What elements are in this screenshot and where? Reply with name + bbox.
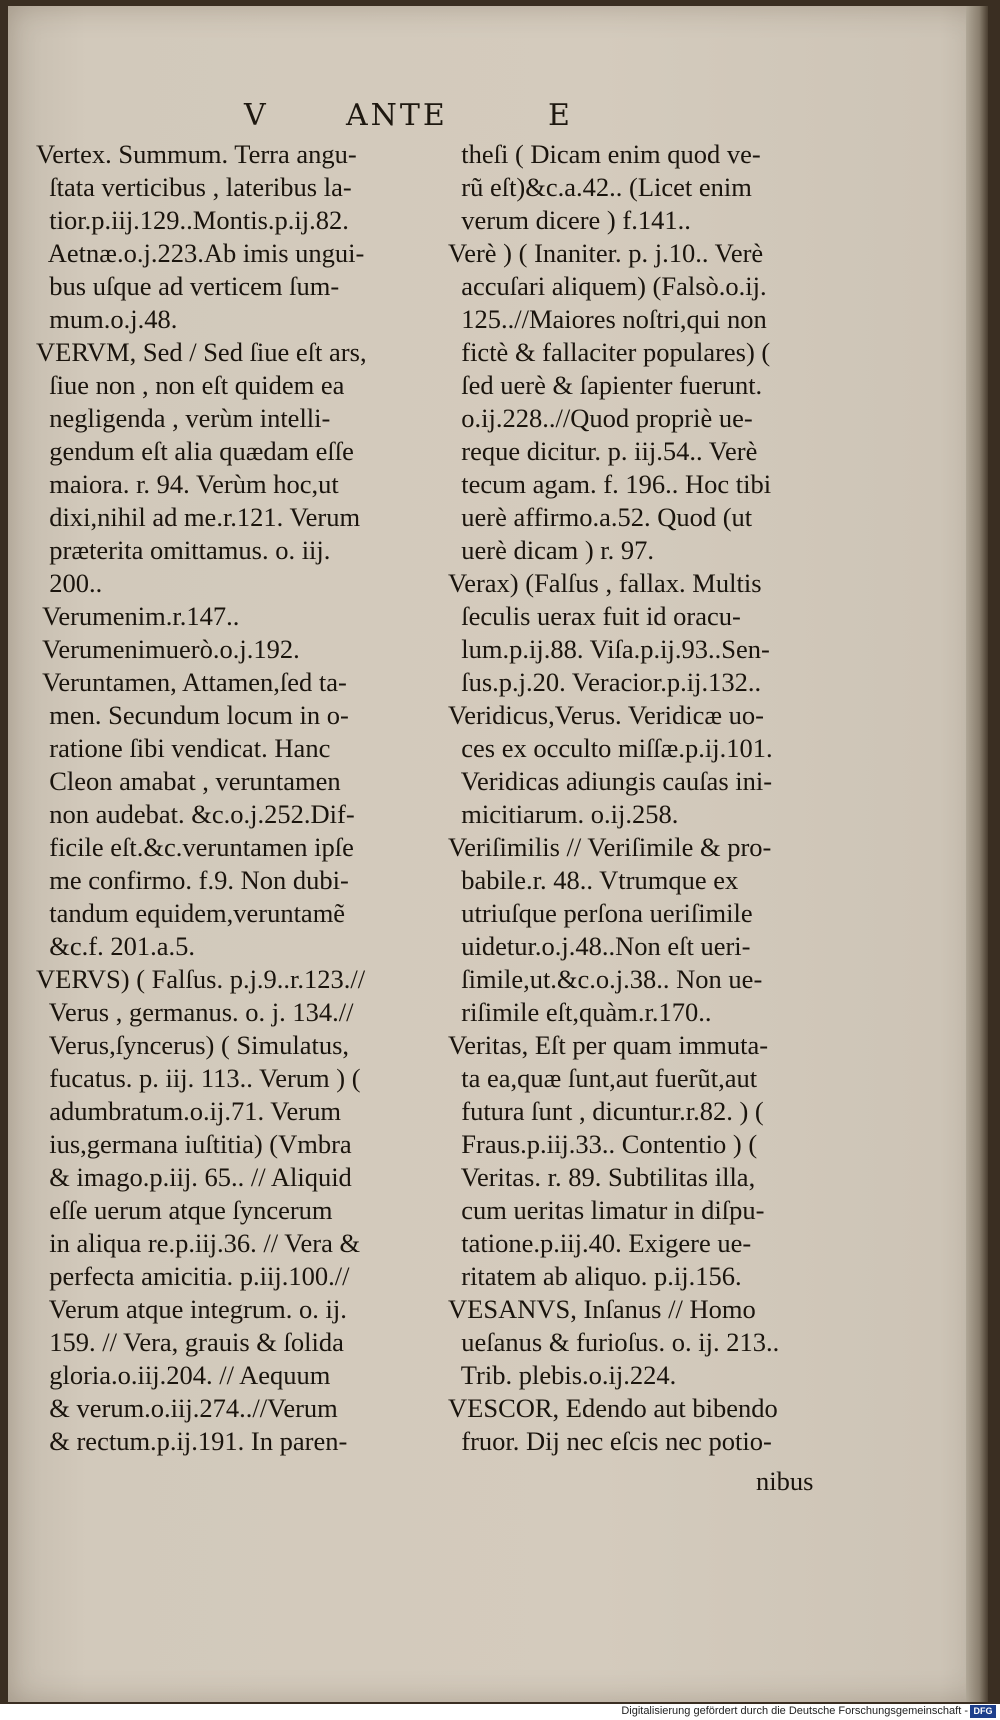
left-column-line: & verum.o.iij.274..//Verum	[36, 1393, 338, 1423]
left-column-line: me confirmo. f.9. Non dubi-	[36, 865, 349, 895]
dfg-logo: DFG	[970, 1705, 996, 1718]
right-column-line: uidetur.o.j.48..Non eſt ueri-	[448, 931, 751, 961]
left-column-line: ſtata verticibus , lateribus la-	[36, 172, 352, 202]
header-right: E	[548, 98, 573, 133]
right-column-line: utriuſque perſona ueriſimile	[448, 898, 753, 928]
digitization-footer	[0, 1704, 1000, 1720]
right-column-line: Verax) (Falſus , fallax. Multis	[448, 568, 762, 598]
left-column-line: Verus , germanus. o. j. 134.//	[36, 997, 354, 1027]
right-column-line: micitiarum. o.ij.258.	[448, 799, 679, 829]
right-column-line: Trib. plebis.o.ij.224.	[448, 1360, 677, 1390]
right-column-line: verum dicere ) f.141..	[448, 205, 691, 235]
left-column-line: eſſe uerum atque ſyncerum	[36, 1195, 333, 1225]
right-column-line: Veridicas adiungis cauſas ini-	[448, 766, 773, 796]
right-column-line: ſus.p.j.20. Veracior.p.ij.132..	[448, 667, 762, 697]
left-column-line: VERVS) ( Falſus. p.j.9..r.123.//	[36, 964, 366, 994]
right-column-line: fruor. Dij nec eſcis nec potio-	[448, 1426, 772, 1456]
left-column-line: ſiue non , non eſt quidem ea	[36, 370, 345, 400]
right-column-line: rũ eſt)&c.a.42.. (Licet enim	[448, 172, 752, 202]
header-left: V	[244, 98, 269, 133]
left-column-line: dixi,nihil ad me.r.121. Verum	[36, 502, 361, 532]
book-page	[8, 6, 988, 1702]
right-column-line: Verè ) ( Inaniter. p. j.10.. Verè	[448, 238, 764, 268]
left-column-line: Veruntamen, Attamen,ſed ta-	[36, 667, 347, 697]
right-column-line: cum ueritas limatur in diſpu-	[448, 1195, 765, 1225]
left-column-line: ratione ſibi vendicat. Hanc	[36, 733, 331, 763]
left-column-line: maiora. r. 94. Verùm hoc,ut	[36, 469, 339, 499]
left-column-line: 159. // Vera, grauis & ſolida	[36, 1327, 344, 1357]
page-gutter	[966, 6, 988, 1702]
right-column-line: Veritas, Eſt per quam immuta-	[448, 1030, 769, 1060]
left-column-line: VERVM, Sed / Sed ſiue eſt ars,	[36, 337, 367, 367]
right-column-line: VESANVS, Inſanus // Homo	[448, 1294, 756, 1324]
right-column-line: ritatem ab aliquo. p.ij.156.	[448, 1261, 742, 1291]
right-column-line: ſimile,ut.&c.o.j.38.. Non ue-	[448, 964, 763, 994]
left-column-line: gendum eſt alia quædam eſſe	[36, 436, 354, 466]
right-column-line: accuſari aliquem) (Falsò.o.ij.	[448, 271, 767, 301]
right-column-line: uerè dicam ) r. 97.	[448, 535, 655, 565]
left-column-line: Verus,ſyncerus) ( Simulatus,	[36, 1030, 350, 1060]
right-column-line: ſed uerè & ſapienter fuerunt.	[448, 370, 763, 400]
left-column-line: gloria.o.iij.204. // Aequum	[36, 1360, 331, 1390]
left-column-line: perfecta amicitia. p.iij.100.//	[36, 1261, 350, 1291]
right-column	[448, 138, 868, 1458]
left-column-line: præterita omittamus. o. iij.	[36, 535, 331, 565]
right-column-line: uerè affirmo.a.52. Quod (ut	[448, 502, 753, 532]
right-column-line: futura ſunt , dicuntur.r.82. ) (	[448, 1096, 764, 1126]
right-column-line: tecum agam. f. 196.. Hoc tibi	[448, 469, 772, 499]
right-column-line: ueſanus & furioſus. o. ij. 213..	[448, 1327, 780, 1357]
left-column-line: Cleon amabat , veruntamen	[36, 766, 341, 796]
left-column-line: men. Secundum locum in o-	[36, 700, 349, 730]
header-center: ANTE	[346, 98, 448, 133]
right-column-line: tatione.p.iij.40. Exigere ue-	[448, 1228, 752, 1258]
footer-text: Digitalisierung gefördert durch die Deutsche Forschungsgemeinschaft -	[621, 1705, 968, 1717]
right-column-line: babile.r. 48.. Vtrumque ex	[448, 865, 739, 895]
left-column-line: tandum equidem,veruntamẽ	[36, 898, 346, 928]
right-column-line: ces ex occulto miſſæ.p.ij.101.	[448, 733, 773, 763]
right-column-line: fictè & fallaciter populares) (	[448, 337, 771, 367]
right-column-line: Fraus.p.iij.33.. Contentio ) (	[448, 1129, 758, 1159]
left-column-line: &c.f. 201.a.5.	[36, 931, 195, 961]
left-column	[36, 138, 456, 1458]
left-column-line: Verumenim.r.147..	[36, 601, 240, 631]
left-column-line: 200..	[36, 568, 103, 598]
left-column-line: Verumenimuerò.o.j.192.	[36, 634, 300, 664]
left-column-line: Vertex. Summum. Terra angu-	[36, 139, 357, 169]
left-column-line: fucatus. p. iij. 113.. Verum ) (	[36, 1063, 361, 1093]
right-column-line: Veritas. r. 89. Subtilitas illa,	[448, 1162, 756, 1192]
left-column-line: non audebat. &c.o.j.252.Dif-	[36, 799, 355, 829]
right-column-line: Veridicus,Verus. Veridicæ uo-	[448, 700, 764, 730]
left-column-line: in aliqua re.p.iij.36. // Vera &	[36, 1228, 361, 1258]
right-column-line: ſeculis uerax fuit id oracu-	[448, 601, 741, 631]
running-header	[8, 98, 988, 138]
left-column-line: bus uſque ad verticem ſum-	[36, 271, 340, 301]
right-column-line: ta ea,quæ ſunt,aut fuerũt,aut	[448, 1063, 758, 1093]
catchword: nibus	[756, 1466, 814, 1496]
right-column-line: Veriſimilis // Veriſimile & pro-	[448, 832, 772, 862]
right-column-line: 125..//Maiores noſtri,qui non	[448, 304, 767, 334]
right-column-line: riſimile eſt,quàm.r.170..	[448, 997, 712, 1027]
right-column-line: o.ij.228..//Quod propriè ue-	[448, 403, 753, 433]
right-column-line: theſi ( Dicam enim quod ve-	[448, 139, 761, 169]
left-column-line: ius,germana iuſtitia) (Vmbra	[36, 1129, 352, 1159]
right-column-line: reque dicitur. p. iij.54.. Verè	[448, 436, 758, 466]
left-column-line: mum.o.j.48.	[36, 304, 178, 334]
left-column-line: tior.p.iij.129..Montis.p.ij.82.	[36, 205, 349, 235]
left-column-line: Aetnæ.o.j.223.Ab imis ungui-	[36, 238, 365, 268]
right-column-line: VESCOR, Edendo aut bibendo	[448, 1393, 778, 1423]
left-column-line: ficile eſt.&c.veruntamen ipſe	[36, 832, 354, 862]
left-column-line: & rectum.p.ij.191. In paren-	[36, 1426, 348, 1456]
left-column-line: negligenda , verùm intelli-	[36, 403, 331, 433]
left-column-line: adumbratum.o.ij.71. Verum	[36, 1096, 341, 1126]
left-column-line: & imago.p.iij. 65.. // Aliquid	[36, 1162, 352, 1192]
left-column-line: Verum atque integrum. o. ij.	[36, 1294, 347, 1324]
right-column-line: lum.p.ij.88. Viſa.p.ij.93..Sen-	[448, 634, 770, 664]
